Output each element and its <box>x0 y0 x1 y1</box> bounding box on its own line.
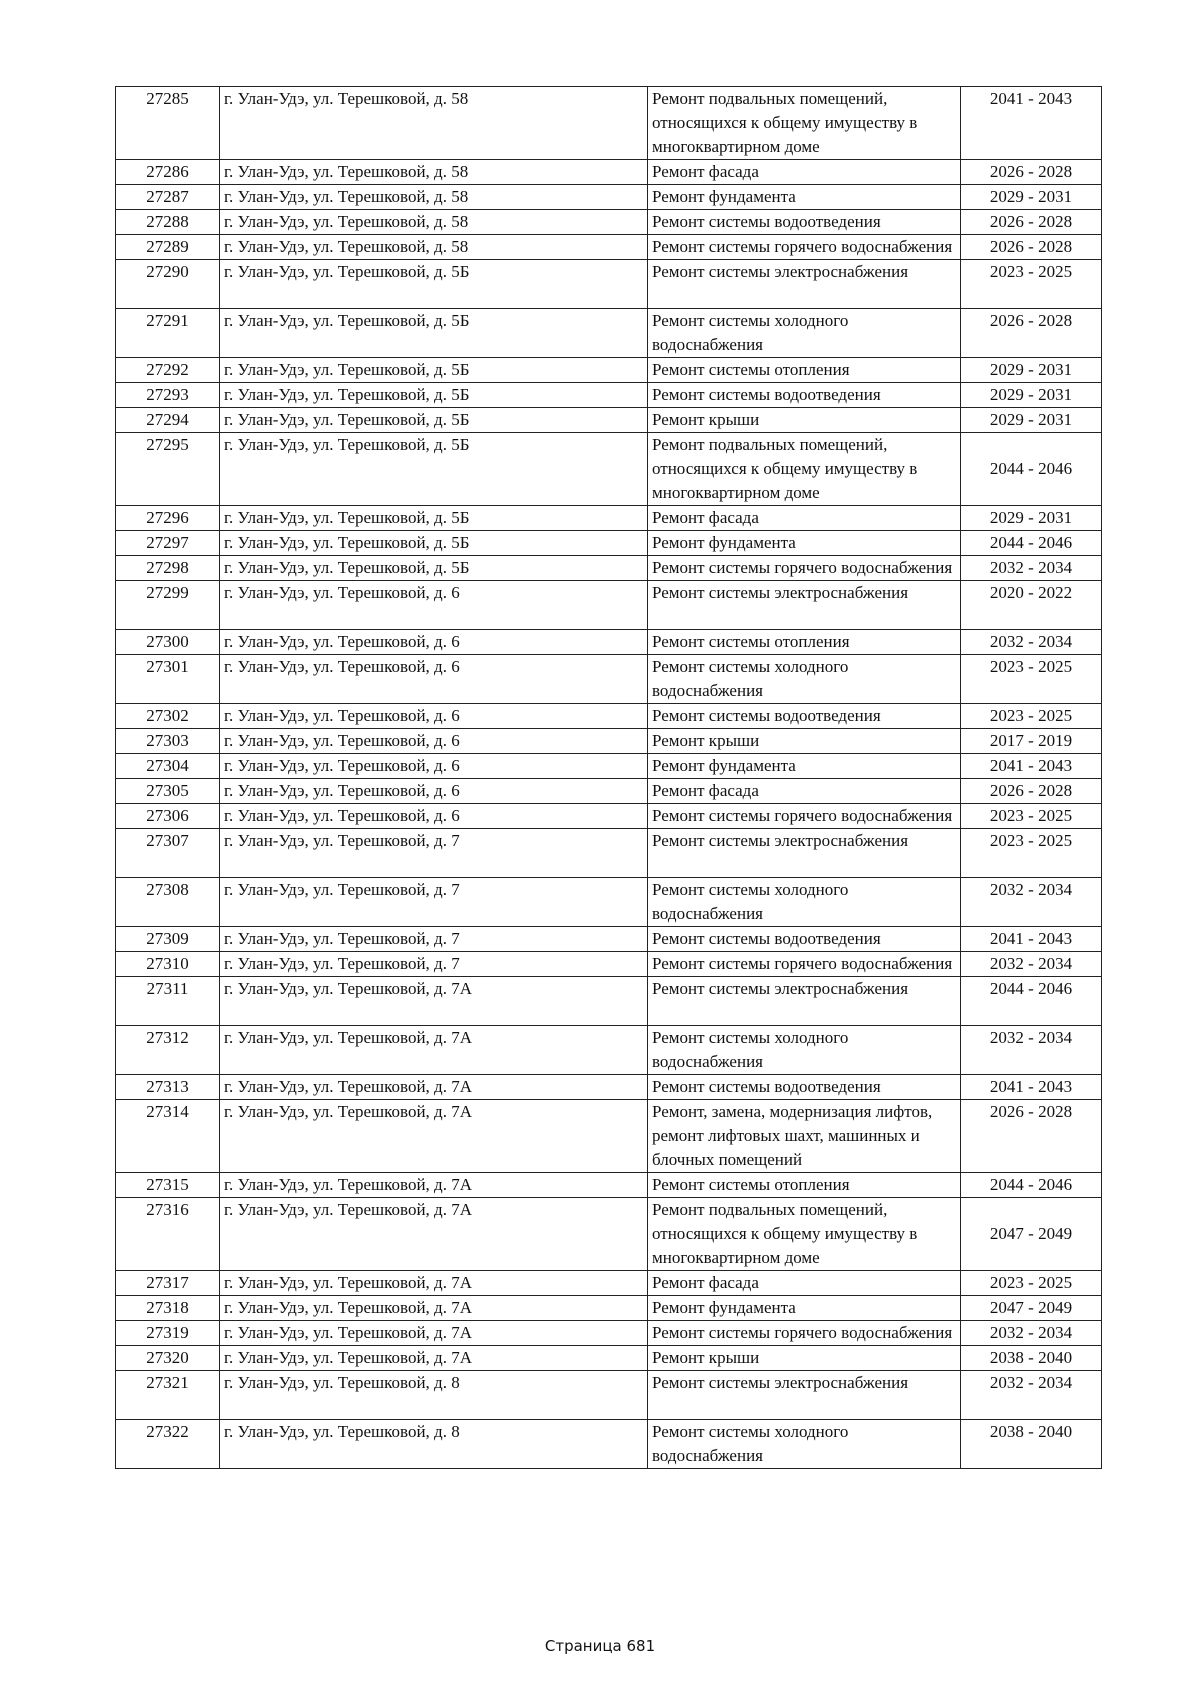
row-work-type: Ремонт системы электроснабжения <box>648 1371 961 1420</box>
row-address: г. Улан-Удэ, ул. Терешковой, д. 58 <box>220 87 648 160</box>
row-number: 27313 <box>116 1075 220 1100</box>
row-work-type: Ремонт системы водоотведения <box>648 704 961 729</box>
row-address: г. Улан-Удэ, ул. Терешковой, д. 7 <box>220 878 648 927</box>
row-number: 27307 <box>116 829 220 878</box>
table-row <box>116 1321 1102 1346</box>
table-row <box>116 878 1102 927</box>
table-row <box>116 506 1102 531</box>
row-address: г. Улан-Удэ, ул. Терешковой, д. 6 <box>220 655 648 704</box>
table-row <box>116 87 1102 160</box>
row-period: 2023 - 2025 <box>961 804 1102 829</box>
row-period: 2044 - 2046 <box>961 433 1102 506</box>
row-address: г. Улан-Удэ, ул. Терешковой, д. 7А <box>220 1346 648 1371</box>
table-row <box>116 630 1102 655</box>
table-row <box>116 383 1102 408</box>
row-number: 27309 <box>116 927 220 952</box>
row-work-type: Ремонт системы горячего водоснабжения <box>648 235 961 260</box>
row-period: 2023 - 2025 <box>961 829 1102 878</box>
row-work-type: Ремонт системы электроснабжения <box>648 260 961 309</box>
row-address: г. Улан-Удэ, ул. Терешковой, д. 5Б <box>220 358 648 383</box>
row-number: 27319 <box>116 1321 220 1346</box>
row-work-type: Ремонт системы холодного водоснабжения <box>648 878 961 927</box>
row-work-type: Ремонт фундамента <box>648 754 961 779</box>
row-address: г. Улан-Удэ, ул. Терешковой, д. 6 <box>220 729 648 754</box>
row-period: 2029 - 2031 <box>961 506 1102 531</box>
row-work-type: Ремонт фасада <box>648 1271 961 1296</box>
row-work-type: Ремонт крыши <box>648 729 961 754</box>
row-address: г. Улан-Удэ, ул. Терешковой, д. 6 <box>220 779 648 804</box>
row-number: 27311 <box>116 977 220 1026</box>
row-period: 2026 - 2028 <box>961 235 1102 260</box>
row-address: г. Улан-Удэ, ул. Терешковой, д. 6 <box>220 581 648 630</box>
row-work-type: Ремонт, замена, модернизация лифтов, ремонт лифтовых шахт, машинных и блочных помещений <box>648 1100 961 1173</box>
row-work-type: Ремонт системы отопления <box>648 1173 961 1198</box>
row-period: 2047 - 2049 <box>961 1296 1102 1321</box>
table-row <box>116 829 1102 878</box>
row-number: 27321 <box>116 1371 220 1420</box>
row-period: 2026 - 2028 <box>961 210 1102 235</box>
table-row <box>116 210 1102 235</box>
row-number: 27317 <box>116 1271 220 1296</box>
table-row <box>116 358 1102 383</box>
row-address: г. Улан-Удэ, ул. Терешковой, д. 58 <box>220 160 648 185</box>
row-period: 2029 - 2031 <box>961 383 1102 408</box>
row-period: 2026 - 2028 <box>961 1100 1102 1173</box>
row-address: г. Улан-Удэ, ул. Терешковой, д. 7А <box>220 977 648 1026</box>
row-address: г. Улан-Удэ, ул. Терешковой, д. 58 <box>220 210 648 235</box>
row-number: 27298 <box>116 556 220 581</box>
row-address: г. Улан-Удэ, ул. Терешковой, д. 5Б <box>220 556 648 581</box>
row-work-type: Ремонт системы горячего водоснабжения <box>648 804 961 829</box>
row-period: 2041 - 2043 <box>961 927 1102 952</box>
table-row <box>116 556 1102 581</box>
table-row <box>116 1026 1102 1075</box>
row-number: 27316 <box>116 1198 220 1271</box>
row-number: 27295 <box>116 433 220 506</box>
row-number: 27302 <box>116 704 220 729</box>
table-row <box>116 1173 1102 1198</box>
row-work-type: Ремонт подвальных помещений, относящихся к общему имуществу в многоквартирном доме <box>648 1198 961 1271</box>
row-number: 27297 <box>116 531 220 556</box>
row-address: г. Улан-Удэ, ул. Терешковой, д. 5Б <box>220 506 648 531</box>
table-row <box>116 655 1102 704</box>
row-number: 27290 <box>116 260 220 309</box>
row-period: 2038 - 2040 <box>961 1346 1102 1371</box>
row-period: 2029 - 2031 <box>961 358 1102 383</box>
row-number: 27322 <box>116 1420 220 1469</box>
row-address: г. Улан-Удэ, ул. Терешковой, д. 7А <box>220 1173 648 1198</box>
row-work-type: Ремонт системы водоотведения <box>648 1075 961 1100</box>
row-period: 2026 - 2028 <box>961 160 1102 185</box>
row-number: 27299 <box>116 581 220 630</box>
row-address: г. Улан-Удэ, ул. Терешковой, д. 7 <box>220 927 648 952</box>
row-work-type: Ремонт фасада <box>648 506 961 531</box>
row-address: г. Улан-Удэ, ул. Терешковой, д. 7А <box>220 1321 648 1346</box>
table-row <box>116 704 1102 729</box>
row-number: 27318 <box>116 1296 220 1321</box>
row-number: 27293 <box>116 383 220 408</box>
row-period: 2032 - 2034 <box>961 1371 1102 1420</box>
table-row <box>116 1371 1102 1420</box>
row-work-type: Ремонт системы водоотведения <box>648 927 961 952</box>
row-address: г. Улан-Удэ, ул. Терешковой, д. 58 <box>220 235 648 260</box>
table-row <box>116 804 1102 829</box>
row-period: 2041 - 2043 <box>961 87 1102 160</box>
row-number: 27292 <box>116 358 220 383</box>
table-row <box>116 235 1102 260</box>
row-work-type: Ремонт крыши <box>648 408 961 433</box>
row-work-type: Ремонт фасада <box>648 160 961 185</box>
row-period: 2032 - 2034 <box>961 878 1102 927</box>
row-period: 2044 - 2046 <box>961 977 1102 1026</box>
row-work-type: Ремонт фундамента <box>648 1296 961 1321</box>
row-period: 2029 - 2031 <box>961 408 1102 433</box>
row-address: г. Улан-Удэ, ул. Терешковой, д. 58 <box>220 185 648 210</box>
row-address: г. Улан-Удэ, ул. Терешковой, д. 7 <box>220 829 648 878</box>
row-address: г. Улан-Удэ, ул. Терешковой, д. 7А <box>220 1296 648 1321</box>
row-period: 2038 - 2040 <box>961 1420 1102 1469</box>
table-row <box>116 1198 1102 1271</box>
row-number: 27306 <box>116 804 220 829</box>
row-number: 27296 <box>116 506 220 531</box>
row-address: г. Улан-Удэ, ул. Терешковой, д. 5Б <box>220 531 648 556</box>
row-work-type: Ремонт системы горячего водоснабжения <box>648 556 961 581</box>
row-work-type: Ремонт крыши <box>648 1346 961 1371</box>
row-work-type: Ремонт фундамента <box>648 185 961 210</box>
row-period: 2017 - 2019 <box>961 729 1102 754</box>
table-row <box>116 1075 1102 1100</box>
row-number: 27291 <box>116 309 220 358</box>
row-period: 2044 - 2046 <box>961 1173 1102 1198</box>
row-period: 2032 - 2034 <box>961 1026 1102 1075</box>
row-work-type: Ремонт фасада <box>648 779 961 804</box>
row-period: 2023 - 2025 <box>961 655 1102 704</box>
row-work-type: Ремонт подвальных помещений, относящихся к общему имуществу в многоквартирном доме <box>648 87 961 160</box>
table-row <box>116 531 1102 556</box>
table-row <box>116 185 1102 210</box>
row-work-type: Ремонт системы холодного водоснабжения <box>648 1420 961 1469</box>
row-work-type: Ремонт подвальных помещений, относящихся к общему имуществу в многоквартирном доме <box>648 433 961 506</box>
row-period: 2032 - 2034 <box>961 556 1102 581</box>
row-number: 27320 <box>116 1346 220 1371</box>
row-number: 27285 <box>116 87 220 160</box>
row-address: г. Улан-Удэ, ул. Терешковой, д. 5Б <box>220 408 648 433</box>
row-address: г. Улан-Удэ, ул. Терешковой, д. 7А <box>220 1198 648 1271</box>
row-address: г. Улан-Удэ, ул. Терешковой, д. 7А <box>220 1026 648 1075</box>
row-number: 27289 <box>116 235 220 260</box>
row-work-type: Ремонт системы холодного водоснабжения <box>648 309 961 358</box>
row-number: 27314 <box>116 1100 220 1173</box>
row-address: г. Улан-Удэ, ул. Терешковой, д. 7 <box>220 952 648 977</box>
row-period: 2041 - 2043 <box>961 1075 1102 1100</box>
table-row <box>116 779 1102 804</box>
row-address: г. Улан-Удэ, ул. Терешковой, д. 5Б <box>220 433 648 506</box>
row-address: г. Улан-Удэ, ул. Терешковой, д. 7А <box>220 1100 648 1173</box>
table-row <box>116 160 1102 185</box>
row-period: 2026 - 2028 <box>961 309 1102 358</box>
row-number: 27304 <box>116 754 220 779</box>
row-address: г. Улан-Удэ, ул. Терешковой, д. 6 <box>220 754 648 779</box>
row-period: 2047 - 2049 <box>961 1198 1102 1271</box>
row-work-type: Ремонт системы водоотведения <box>648 210 961 235</box>
table-row <box>116 1420 1102 1469</box>
page-number: Страница 681 <box>544 1637 656 1655</box>
row-period: 2032 - 2034 <box>961 1321 1102 1346</box>
row-work-type: Ремонт системы горячего водоснабжения <box>648 1321 961 1346</box>
row-address: г. Улан-Удэ, ул. Терешковой, д. 8 <box>220 1420 648 1469</box>
table-body <box>116 87 1102 1469</box>
table-row <box>116 1100 1102 1173</box>
row-number: 27300 <box>116 630 220 655</box>
row-number: 27310 <box>116 952 220 977</box>
row-work-type: Ремонт системы холодного водоснабжения <box>648 1026 961 1075</box>
row-number: 27308 <box>116 878 220 927</box>
row-period: 2026 - 2028 <box>961 779 1102 804</box>
row-work-type: Ремонт системы электроснабжения <box>648 829 961 878</box>
row-work-type: Ремонт системы отопления <box>648 630 961 655</box>
row-number: 27312 <box>116 1026 220 1075</box>
table-row <box>116 952 1102 977</box>
table-row <box>116 260 1102 309</box>
row-address: г. Улан-Удэ, ул. Терешковой, д. 6 <box>220 630 648 655</box>
row-work-type: Ремонт системы электроснабжения <box>648 977 961 1026</box>
row-period: 2032 - 2034 <box>961 630 1102 655</box>
row-number: 27286 <box>116 160 220 185</box>
row-address: г. Улан-Удэ, ул. Терешковой, д. 5Б <box>220 309 648 358</box>
row-period: 2023 - 2025 <box>961 1271 1102 1296</box>
row-address: г. Улан-Удэ, ул. Терешковой, д. 5Б <box>220 260 648 309</box>
repair-schedule-table <box>115 86 1102 1469</box>
table-row <box>116 927 1102 952</box>
row-period: 2023 - 2025 <box>961 704 1102 729</box>
table-row <box>116 433 1102 506</box>
table-row <box>116 729 1102 754</box>
row-period: 2041 - 2043 <box>961 754 1102 779</box>
row-number: 27287 <box>116 185 220 210</box>
row-number: 27301 <box>116 655 220 704</box>
table-row <box>116 977 1102 1026</box>
table-row <box>116 1346 1102 1371</box>
table-row <box>116 1296 1102 1321</box>
table-row <box>116 309 1102 358</box>
row-period: 2029 - 2031 <box>961 185 1102 210</box>
row-number: 27294 <box>116 408 220 433</box>
table-row <box>116 754 1102 779</box>
row-period: 2020 - 2022 <box>961 581 1102 630</box>
table-row <box>116 1271 1102 1296</box>
table-row <box>116 408 1102 433</box>
row-address: г. Улан-Удэ, ул. Терешковой, д. 8 <box>220 1371 648 1420</box>
row-work-type: Ремонт системы электроснабжения <box>648 581 961 630</box>
row-work-type: Ремонт системы холодного водоснабжения <box>648 655 961 704</box>
row-address: г. Улан-Удэ, ул. Терешковой, д. 7А <box>220 1271 648 1296</box>
table-row <box>116 581 1102 630</box>
row-work-type: Ремонт системы горячего водоснабжения <box>648 952 961 977</box>
row-period: 2032 - 2034 <box>961 952 1102 977</box>
row-address: г. Улан-Удэ, ул. Терешковой, д. 5Б <box>220 383 648 408</box>
row-period: 2044 - 2046 <box>961 531 1102 556</box>
row-address: г. Улан-Удэ, ул. Терешковой, д. 6 <box>220 804 648 829</box>
row-number: 27303 <box>116 729 220 754</box>
row-number: 27305 <box>116 779 220 804</box>
row-work-type: Ремонт системы водоотведения <box>648 383 961 408</box>
row-number: 27315 <box>116 1173 220 1198</box>
row-period: 2023 - 2025 <box>961 260 1102 309</box>
row-work-type: Ремонт фундамента <box>648 531 961 556</box>
row-address: г. Улан-Удэ, ул. Терешковой, д. 6 <box>220 704 648 729</box>
row-number: 27288 <box>116 210 220 235</box>
row-work-type: Ремонт системы отопления <box>648 358 961 383</box>
row-address: г. Улан-Удэ, ул. Терешковой, д. 7А <box>220 1075 648 1100</box>
